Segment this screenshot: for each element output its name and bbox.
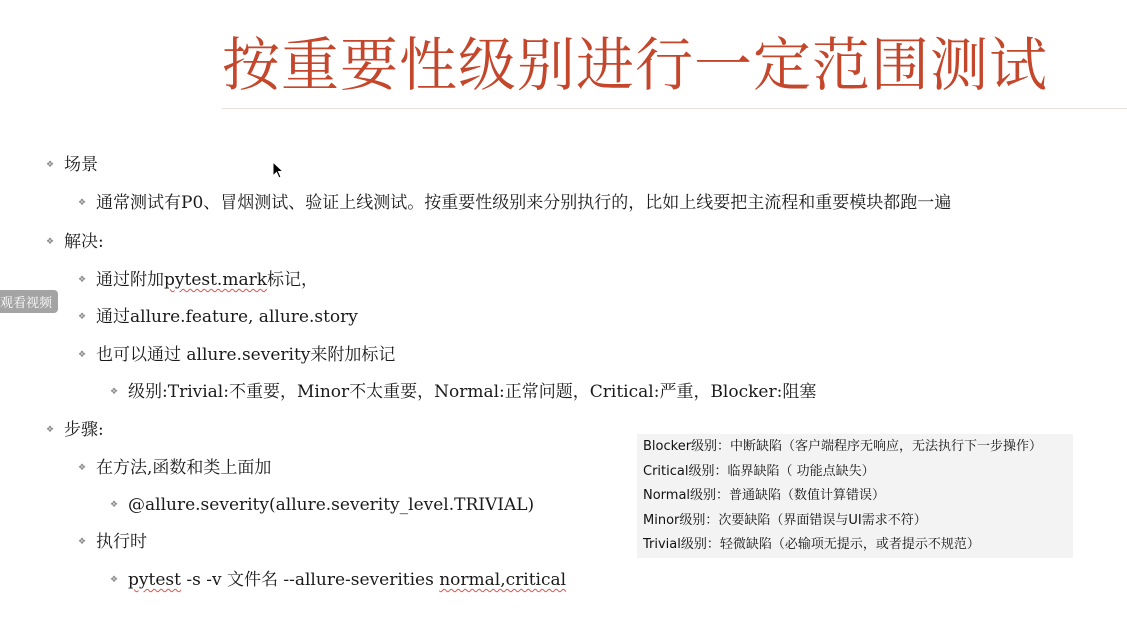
severity-trivial: Trivial级别：轻微缺陷（必输项无提示，或者提示不规范） bbox=[643, 537, 980, 552]
severity-blocker: Blocker级别：中断缺陷（客户端程序无响应，无法执行下一步操作） bbox=[643, 439, 1043, 454]
bullet-steps bbox=[46, 418, 104, 442]
diamond-bullet-icon: ❖ bbox=[78, 537, 87, 547]
bullet-text: 级别:Trivial:不重要，Minor不太重要，Normal:正常问题，Critical:严重，Blocker:阻塞 bbox=[128, 382, 817, 402]
diamond-bullet-icon: ❖ bbox=[46, 425, 55, 435]
mouse-cursor-icon bbox=[272, 161, 284, 179]
command-severities: normal,critical bbox=[439, 570, 567, 590]
bullet-solution bbox=[46, 230, 104, 254]
bullet-solution-severity bbox=[78, 343, 395, 367]
bullet-text: 通过allure.feature, allure.story bbox=[96, 307, 358, 327]
bullet-text: @allure.severity(allure.severity_level.TRIVIAL) bbox=[128, 495, 535, 515]
diamond-bullet-icon: ❖ bbox=[110, 387, 119, 397]
bullet-severity-levels bbox=[110, 380, 816, 404]
diamond-bullet-icon: ❖ bbox=[110, 575, 119, 585]
bullet-solution-mark bbox=[78, 268, 318, 292]
bullet-text: 场景 bbox=[64, 155, 98, 175]
command-args: -s -v 文件名 --allure-severities bbox=[180, 570, 440, 590]
diamond-bullet-icon: ❖ bbox=[110, 500, 119, 510]
severity-minor: Minor级别：次要缺陷（界面错误与UI需求不符） bbox=[643, 513, 927, 528]
bullet-scene-detail bbox=[78, 191, 951, 215]
bullet-text-code: pytest.mark bbox=[164, 270, 268, 290]
severity-definition-box bbox=[637, 434, 1073, 558]
bullet-text: 在方法,函数和类上面加 bbox=[96, 458, 272, 478]
bullet-run-command bbox=[110, 568, 566, 592]
bullet-text-suffix: 标记， bbox=[267, 270, 319, 290]
bullet-text: 步骤: bbox=[64, 420, 104, 440]
bullet-text-prefix: 通过附加 bbox=[96, 270, 164, 290]
bullet-text: 执行时 bbox=[96, 532, 147, 552]
bullet-text: 解决: bbox=[64, 232, 104, 252]
diamond-bullet-icon: ❖ bbox=[78, 275, 87, 285]
bullet-decorator-code bbox=[110, 493, 534, 517]
slide-title: 按重要性级别进行一定范围测试 bbox=[222, 31, 1049, 99]
diamond-bullet-icon: ❖ bbox=[46, 160, 55, 170]
diamond-bullet-icon: ❖ bbox=[78, 198, 87, 208]
diamond-bullet-icon: ❖ bbox=[78, 463, 87, 473]
command-name: pytest bbox=[128, 570, 181, 590]
bullet-scene bbox=[46, 153, 98, 177]
diamond-bullet-icon: ❖ bbox=[46, 237, 55, 247]
diamond-bullet-icon: ❖ bbox=[78, 350, 87, 360]
severity-normal: Normal级别：普通缺陷（数值计算错误） bbox=[643, 488, 886, 503]
bullet-steps-run bbox=[78, 530, 147, 554]
bullet-solution-feature bbox=[78, 305, 358, 329]
diamond-bullet-icon: ❖ bbox=[78, 312, 87, 322]
bullet-steps-decorate bbox=[78, 456, 271, 480]
bullet-text: 也可以通过 allure.severity来附加标记 bbox=[96, 345, 396, 365]
watch-video-caption[interactable]: 观看视频 bbox=[0, 290, 58, 313]
severity-critical: Critical级别：临界缺陷（ 功能点缺失） bbox=[643, 464, 875, 479]
title-divider bbox=[222, 108, 1127, 109]
bullet-text: 通常测试有P0、冒烟测试、验证上线测试。按重要性级别来分别执行的，比如上线要把主流程和重要模块都跑一遍 bbox=[96, 193, 952, 213]
